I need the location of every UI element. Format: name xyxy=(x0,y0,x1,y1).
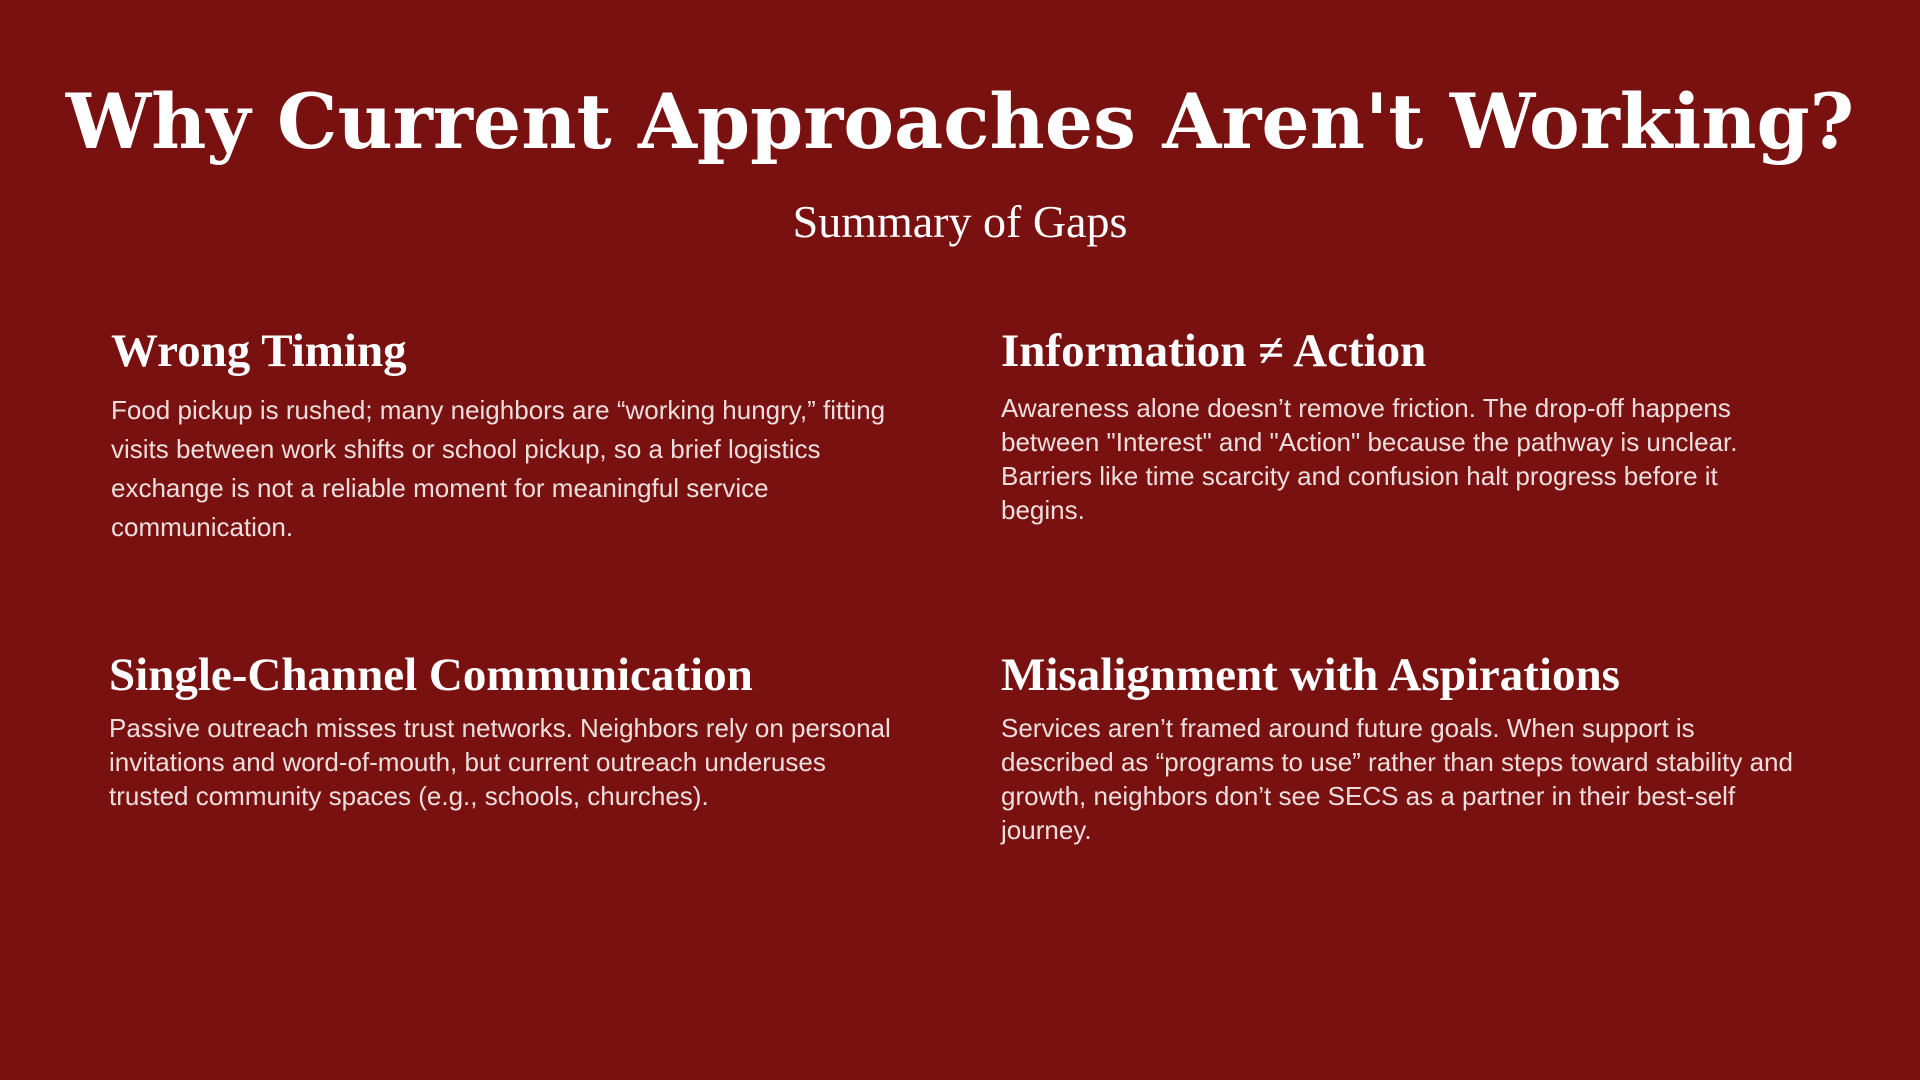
slide-subtitle: Summary of Gaps xyxy=(792,196,1128,247)
section-body: Awareness alone doesn’t remove friction. The drop-off happens between "Interest" and "Action" because the pathway is unclear. Barriers like time scarcity and confusion halt progress before it begins. xyxy=(1001,393,1738,525)
gap-section-misalignment xyxy=(1001,645,1801,847)
section-heading: Misalignment with Aspirations xyxy=(1001,649,1620,701)
gap-section-wrong-timing xyxy=(111,321,911,547)
section-heading: Wrong Timing xyxy=(111,325,407,377)
section-body: Services aren’t framed around future goals. When support is described as “programs to use” rather than steps toward stability and growth, neighbors don’t see SECS as a partner in their best-self journey. xyxy=(1001,713,1793,845)
section-body: Food pickup is rushed; many neighbors are “working hungry,” fitting visits between work shifts or school pickup, so a brief logistics exchange is not a reliable moment for meaningful service communication. xyxy=(111,395,886,542)
gap-section-information-action xyxy=(1001,321,1801,527)
section-body: Passive outreach misses trust networks. Neighbors rely on personal invitations and word-of-mouth, but current outreach underuses trusted community spaces (e.g., schools, churches). xyxy=(109,713,891,811)
section-heading: Single-Channel Communication xyxy=(109,649,753,701)
slide-title: Why Current Approaches Aren't Working? xyxy=(65,77,1855,166)
gap-section-single-channel xyxy=(109,645,909,813)
section-heading: Information ≠ Action xyxy=(1001,325,1427,377)
